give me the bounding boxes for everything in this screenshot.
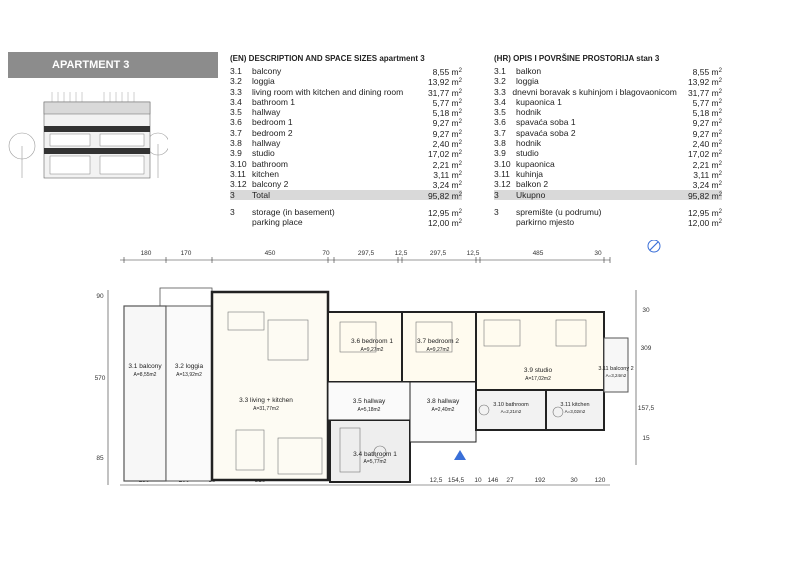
row-area: 12,00 $m^2$ bbox=[427, 218, 462, 229]
hr-space-row bbox=[494, 66, 722, 76]
row-number: 3.3 bbox=[230, 86, 242, 97]
row-number: 3.8 bbox=[230, 138, 242, 149]
room-area-3-3: A=31,77m2 bbox=[253, 406, 279, 412]
row-name: living room with kitchen and dining room bbox=[252, 86, 404, 97]
en-table-title: (EN) DESCRIPTION AND SPACE SIZES apartment 3 bbox=[230, 54, 425, 63]
room-label-3-11: 3.11 kitchen bbox=[560, 402, 590, 408]
en-space-table bbox=[230, 52, 462, 227]
dimension-label: 12,5 bbox=[394, 250, 408, 257]
row-area: 3,11 $m^2$ bbox=[693, 169, 722, 180]
dimension-label: 12,5 bbox=[466, 250, 480, 257]
row-area: 3,11 $m^2$ bbox=[433, 169, 462, 180]
en-space-row bbox=[230, 76, 462, 86]
row-name: balcony bbox=[252, 66, 282, 76]
row-area: 9,27 $m^2$ bbox=[432, 118, 462, 129]
hr-space-row bbox=[494, 128, 722, 138]
dimension-label: 27 bbox=[506, 477, 514, 484]
hr-space-row bbox=[494, 76, 722, 86]
dimension-label: 157,5 bbox=[637, 405, 655, 412]
row-area: 17,02 $m^2$ bbox=[687, 149, 722, 160]
row-name: hallway bbox=[252, 107, 281, 118]
row-area: 2,40 $m^2$ bbox=[432, 139, 462, 150]
row-number bbox=[494, 217, 516, 227]
row-number: 3.3 bbox=[494, 86, 506, 97]
building-elevation-illustration bbox=[8, 88, 168, 180]
row-name: studio bbox=[252, 148, 275, 159]
dimension-label: 297,5 bbox=[429, 250, 447, 257]
dimension-label: 30 bbox=[570, 477, 578, 484]
row-area: 5,18 $m^2$ bbox=[692, 108, 722, 119]
room-label-3-7: 3.7 bedroom 2 bbox=[417, 338, 459, 345]
row-area: 9,27 $m^2$ bbox=[692, 118, 722, 129]
row-name: Ukupno bbox=[516, 189, 546, 200]
dimension-label: 297,5 bbox=[357, 250, 375, 257]
row-area: 5,77 $m^2$ bbox=[432, 97, 462, 108]
hr-space-row bbox=[494, 138, 722, 148]
row-number: 3.5 bbox=[494, 107, 506, 118]
room-label-3-3: 3.3 living + kitchen bbox=[239, 397, 293, 404]
row-number: 3.7 bbox=[230, 127, 242, 138]
row-number: 3.4 bbox=[230, 96, 242, 107]
en-space-row bbox=[230, 117, 462, 127]
row-area: 3,24 $m^2$ bbox=[692, 180, 722, 191]
row-name: bedroom 1 bbox=[252, 117, 293, 128]
row-name: bathroom 1 bbox=[252, 96, 295, 107]
hr-total-row bbox=[494, 190, 722, 200]
dimension-label: 192 bbox=[534, 477, 546, 484]
hr-space-row bbox=[494, 87, 722, 97]
row-name: Total bbox=[252, 189, 270, 200]
room-area-3-12: A=3,24m2 bbox=[605, 373, 627, 378]
room-area-3-9: A=17,02m2 bbox=[525, 376, 551, 382]
dimension-label: 120 bbox=[594, 477, 606, 484]
room-area-3-10: A=2,21m2 bbox=[500, 409, 522, 414]
floor-plan bbox=[0, 240, 800, 565]
row-number: 3 bbox=[494, 206, 499, 217]
room-area-3-11: A=3,02m2 bbox=[564, 409, 586, 414]
row-area: 2,40 $m^2$ bbox=[692, 139, 722, 150]
row-name: balkon bbox=[516, 66, 542, 76]
row-area: 95,82 $m^2$ bbox=[427, 190, 462, 201]
room-label-3-2: 3.2 loggia bbox=[174, 363, 204, 370]
row-area: 31,77 $m^2$ bbox=[687, 87, 722, 98]
en-extra-row bbox=[230, 207, 462, 217]
en-space-row bbox=[230, 179, 462, 189]
row-number: 3.8 bbox=[494, 138, 506, 149]
row-number: 3.11 bbox=[230, 168, 246, 179]
row-number: 3.4 bbox=[494, 96, 506, 107]
dimension-label: 570 bbox=[94, 375, 106, 382]
hr-space-row bbox=[494, 169, 722, 179]
apartment-badge: APARTMENT 3 bbox=[8, 52, 218, 78]
dimension-label: 90 bbox=[96, 293, 104, 300]
row-name: kuhinja bbox=[516, 168, 543, 179]
en-total-row bbox=[230, 190, 462, 200]
row-number: 3 bbox=[230, 189, 235, 200]
row-number: 3.6 bbox=[230, 117, 242, 128]
hr-space-row bbox=[494, 97, 722, 107]
en-space-row bbox=[230, 159, 462, 169]
row-number bbox=[230, 217, 252, 227]
row-area: 5,18 $m^2$ bbox=[432, 108, 462, 119]
room-label-3-5: 3.5 hallway bbox=[352, 398, 386, 405]
row-area: 13,92 $m^2$ bbox=[427, 77, 462, 88]
row-number: 3.5 bbox=[230, 107, 242, 118]
row-area: 5,77 $m^2$ bbox=[692, 97, 722, 108]
row-name: hallway bbox=[252, 138, 281, 149]
north-compass-icon bbox=[648, 240, 660, 252]
room-area-3-4: A=5,77m2 bbox=[363, 459, 387, 465]
row-area: 12,95 $m^2$ bbox=[687, 207, 722, 218]
en-space-row bbox=[230, 107, 462, 117]
room-label-3-6: 3.6 bedroom 1 bbox=[351, 338, 393, 345]
hr-table-title: (HR) OPIS I POVRŠINE PROSTORIJA stan 3 bbox=[494, 54, 660, 63]
row-name: kitchen bbox=[252, 168, 279, 179]
dimension-label: 30 bbox=[594, 250, 602, 257]
en-space-row bbox=[230, 148, 462, 158]
en-space-row bbox=[230, 97, 462, 107]
dimension-label: 154,5 bbox=[447, 477, 465, 484]
dimension-label: 485 bbox=[532, 250, 544, 257]
hr-extra-row bbox=[494, 207, 722, 217]
room-label-3-10: 3.10 bathroom bbox=[493, 402, 529, 408]
row-area: 9,27 $m^2$ bbox=[432, 128, 462, 139]
row-number: 3 bbox=[494, 189, 499, 200]
en-space-row bbox=[230, 169, 462, 179]
row-area: 9,27 $m^2$ bbox=[692, 128, 722, 139]
room-area-3-5: A=5,18m2 bbox=[357, 407, 381, 413]
dimension-label: 450 bbox=[264, 250, 276, 257]
en-extra-row bbox=[230, 217, 462, 227]
row-name: spremište (u podrumu) bbox=[516, 206, 602, 217]
row-number: 3.2 bbox=[494, 76, 506, 87]
row-name: spavaća soba 2 bbox=[516, 127, 576, 138]
dimension-label: 146 bbox=[487, 477, 499, 484]
row-number: 3.9 bbox=[494, 148, 506, 159]
row-name: bathroom bbox=[252, 158, 288, 169]
row-area: 3,24 $m^2$ bbox=[432, 180, 462, 191]
row-area: 12,95 $m^2$ bbox=[427, 207, 462, 218]
row-number: 3.1 bbox=[230, 66, 242, 76]
room-area-3-8: A=2,40m2 bbox=[431, 407, 455, 413]
row-number: 3.1 bbox=[494, 66, 506, 76]
row-name: parkirno mjesto bbox=[516, 217, 575, 228]
dimension-label: 180 bbox=[140, 250, 152, 257]
hr-space-table bbox=[494, 52, 722, 227]
hr-space-row bbox=[494, 117, 722, 127]
room-label-3-12: 3.11 balcony 2 bbox=[598, 366, 634, 372]
row-area: 2,21 $m^2$ bbox=[432, 159, 462, 170]
row-number: 3 bbox=[230, 206, 235, 217]
dimension-label: 15 bbox=[642, 435, 650, 442]
row-number: 3.9 bbox=[230, 148, 242, 159]
room-label-3-8: 3.8 hallway bbox=[426, 398, 460, 405]
dimension-label: 309 bbox=[640, 345, 652, 352]
room-area-3-2: A=13,92m2 bbox=[176, 372, 202, 378]
row-area: 13,92 $m^2$ bbox=[687, 77, 722, 88]
row-area: 31,77 $m^2$ bbox=[427, 87, 462, 98]
row-name: kupaonica bbox=[516, 158, 555, 169]
row-name: storage (in basement) bbox=[252, 206, 335, 217]
dimension-label: 70 bbox=[322, 250, 330, 257]
row-number: 3.11 bbox=[494, 168, 510, 179]
room-area-3-7: A=9,27m2 bbox=[426, 347, 450, 353]
row-name: hodnik bbox=[516, 138, 542, 149]
row-name: parking place bbox=[252, 217, 303, 228]
dimension-label: 85 bbox=[96, 455, 104, 462]
row-name: balkon 2 bbox=[516, 179, 549, 190]
row-area: 8,55 $m^2$ bbox=[692, 67, 722, 77]
row-number: 3.10 bbox=[230, 158, 247, 169]
room-label-3-4: 3.4 bathroom 1 bbox=[353, 451, 397, 458]
dimension-label: 170 bbox=[180, 250, 192, 257]
row-name: studio bbox=[516, 148, 539, 159]
dimension-label: 30 bbox=[642, 307, 650, 314]
row-name: loggia bbox=[252, 76, 275, 87]
row-number: 3.2 bbox=[230, 76, 242, 87]
dimension-label: 12,5 bbox=[429, 477, 443, 484]
row-area: 8,55 $m^2$ bbox=[432, 67, 462, 77]
row-number: 3.7 bbox=[494, 127, 506, 138]
row-name: balcony 2 bbox=[252, 179, 289, 190]
row-number: 3.6 bbox=[494, 117, 506, 128]
row-number: 3.10 bbox=[494, 158, 511, 169]
dimension-label: 10 bbox=[474, 477, 482, 484]
row-area: 12,00 $m^2$ bbox=[687, 218, 722, 229]
hr-space-row bbox=[494, 179, 722, 189]
en-space-row bbox=[230, 128, 462, 138]
en-space-row bbox=[230, 138, 462, 148]
en-space-row bbox=[230, 87, 462, 97]
room-label-3-1: 3.1 balcony bbox=[128, 363, 162, 370]
en-space-row bbox=[230, 66, 462, 76]
row-name: dnevni boravak s kuhinjom i blagovaonicom bbox=[512, 86, 677, 97]
row-number: 3.12 bbox=[230, 179, 247, 190]
room-area-3-6: A=9,27m2 bbox=[360, 347, 384, 353]
row-name: loggia bbox=[516, 76, 539, 87]
row-name: hodnik bbox=[516, 107, 542, 118]
room-area-3-1: A=8,55m2 bbox=[133, 372, 157, 378]
row-name: spavaća soba 1 bbox=[516, 117, 576, 128]
row-area: 2,21 $m^2$ bbox=[692, 159, 722, 170]
row-area: 95,82 $m^2$ bbox=[687, 190, 722, 201]
room-label-3-9: 3.9 studio bbox=[523, 367, 553, 374]
hr-extra-row bbox=[494, 217, 722, 227]
hr-space-row bbox=[494, 148, 722, 158]
row-number: 3.12 bbox=[494, 179, 511, 190]
hr-space-row bbox=[494, 107, 722, 117]
row-name: bedroom 2 bbox=[252, 127, 293, 138]
row-area: 17,02 $m^2$ bbox=[427, 149, 462, 160]
row-name: kupaonica 1 bbox=[516, 96, 562, 107]
hr-space-row bbox=[494, 159, 722, 169]
